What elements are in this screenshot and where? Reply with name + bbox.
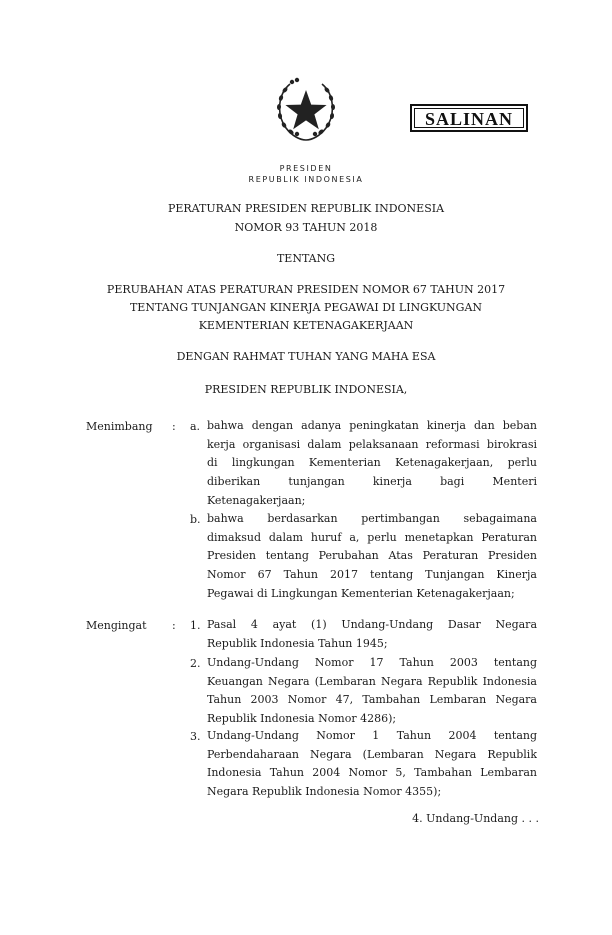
text-line: kerja organisasi dalam pelaksanaan reformasi birokrasi <box>207 437 537 451</box>
rahmat-line: DENGAN RAHMAT TUHAN YANG MAHA ESA <box>176 350 436 363</box>
salinan-stamp-text: SALINAN <box>424 109 514 129</box>
text-line: bahwa dengan adanya peningkatan kinerja dan beban <box>207 419 537 432</box>
mengingat-item-3 <box>207 727 537 802</box>
mengingat-colon: : <box>172 619 176 632</box>
text-line: Undang-Undang Nomor 17 Tahun 2003 tentang <box>207 656 537 669</box>
regulation-number: NOMOR 93 TAHUN 2018 <box>234 221 378 234</box>
text-line: Presiden tentang Perubahan Atas Peraturan Presiden <box>207 549 537 563</box>
letterhead-presiden: PRESIDEN <box>279 164 333 173</box>
subject-line: KEMENTERIAN KETENAGAKERJAAN <box>198 319 414 332</box>
text-line: Perbendaharaan Negara (Lembaran Negara Republik <box>207 747 537 761</box>
text-line: bahwa berdasarkan pertimbangan sebagaimana <box>207 512 537 525</box>
text-line: Republik Indonesia Nomor 4286); <box>207 712 397 726</box>
text-line: Tahun 2003 Nomor 47, Tambahan Lembaran Negara <box>207 693 537 707</box>
mengingat-item-1-marker: 1. <box>190 619 201 632</box>
text-line: Keuangan Negara (Lembaran Negara Republik Indonesia <box>207 674 537 688</box>
text-line: Republik Indonesia Tahun 1945; <box>207 636 388 650</box>
text-line: Nomor 67 Tahun 2017 tentang Tunjangan Kinerja <box>207 568 537 582</box>
presiden-heading: PRESIDEN REPUBLIK INDONESIA, <box>204 383 408 396</box>
mengingat-item-1 <box>207 616 537 653</box>
regulation-title: PERATURAN PRESIDEN REPUBLIK INDONESIA <box>167 202 445 215</box>
garuda-star-emblem <box>270 74 342 146</box>
text-line: Pasal 4 ayat (1) Undang-Undang Dasar Negara <box>207 618 537 631</box>
menimbang-item-a <box>207 417 537 510</box>
subject-line: PERUBAHAN ATAS PERATURAN PRESIDEN NOMOR 67 TAHUN 2017 <box>106 283 506 296</box>
mengingat-item-2 <box>207 654 537 729</box>
mengingat-item-3-marker: 3. <box>190 730 201 743</box>
menimbang-item-a-marker: a. <box>190 420 201 433</box>
menimbang-label: Menimbang <box>86 420 153 433</box>
tentang-heading: TENTANG <box>276 252 336 265</box>
letterhead-republik: REPUBLIK INDONESIA <box>248 175 364 184</box>
text-line: Indonesia Tahun 2004 Nomor 5, Tambahan Lembaran <box>207 766 537 780</box>
subject-line: TENTANG TUNJANGAN KINERJA PEGAWAI DI LINGKUNGAN <box>129 301 483 314</box>
text-line: di lingkungan Kementerian Ketenagakerjaan, perlu <box>207 456 537 470</box>
mengingat-label: Mengingat <box>86 619 147 632</box>
mengingat-item-2-marker: 2. <box>190 657 201 670</box>
menimbang-item-b-marker: b. <box>190 513 201 526</box>
text-line: Ketenagakerjaan; <box>207 493 306 507</box>
text-line: diberikan tunjangan kinerja bagi Menteri <box>207 475 537 489</box>
salinan-stamp <box>410 104 528 132</box>
text-line: Negara Republik Indonesia Nomor 4355); <box>207 785 442 799</box>
text-line: dimaksud dalam huruf a, perlu menetapkan Peraturan <box>207 530 537 544</box>
text-line: Pegawai di Lingkungan Kementerian Ketenagakerjaan; <box>207 586 515 600</box>
text-line: Undang-Undang Nomor 1 Tahun 2004 tentang <box>207 729 537 742</box>
page-continuation: 4. Undang-Undang . . . <box>412 812 539 825</box>
menimbang-colon: : <box>172 420 176 433</box>
menimbang-item-b <box>207 510 537 603</box>
